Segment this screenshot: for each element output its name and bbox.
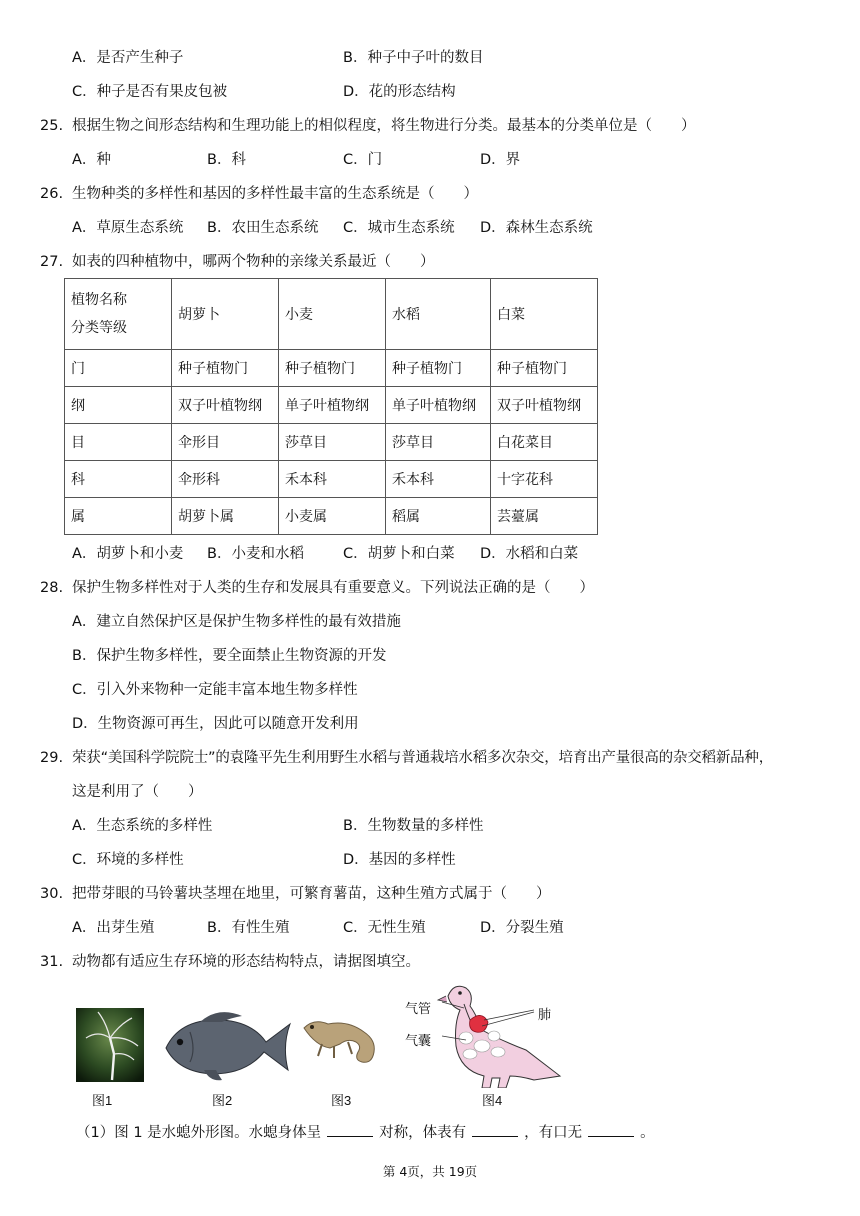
- q30-number: 30.: [40, 886, 64, 902]
- table-cell: 伞形科: [172, 461, 279, 498]
- q29-option-b: B．生物数量的多样性: [343, 818, 484, 834]
- table-column-header: 小麦: [279, 279, 386, 350]
- table-cell: 莎草目: [386, 424, 491, 461]
- q29-stem-line1: 荣获“美国科学院院士”的袁隆平先生利用野生水稻与普通栽培水稻多次杂交，培育出产量很高的杂交稻新品种，: [72, 750, 774, 766]
- table-cell: 禾本科: [386, 461, 491, 498]
- page-footer: 第 4页，共 19页: [382, 1164, 478, 1179]
- table-row: [65, 498, 598, 535]
- table-column-header: 白菜: [491, 279, 598, 350]
- figure-4-label: 图4: [482, 1093, 503, 1108]
- q30-option-b: B．有性生殖: [207, 920, 290, 936]
- q24-option-b: B．种子中子叶的数目: [343, 50, 484, 66]
- q31-number: 31.: [40, 954, 64, 970]
- answer-blank-mouth[interactable]: [588, 1122, 634, 1137]
- label-trachea: 气管: [405, 1001, 432, 1016]
- q26-option-b: B．农田生态系统: [207, 220, 319, 236]
- table-row: [65, 424, 598, 461]
- answer-blank-body-surface[interactable]: [472, 1122, 518, 1137]
- table-cell: 种子植物门: [386, 350, 491, 387]
- table-cell: 禾本科: [279, 461, 386, 498]
- corner-bottom-label: 分类等级: [71, 320, 127, 336]
- table-cell: 胡萝卜属: [172, 498, 279, 535]
- q29-stem-line2: 这是利用了（ ）: [72, 784, 203, 800]
- q25-number: 25.: [40, 118, 64, 134]
- q30-stem: 把带芽眼的马铃薯块茎埋在地里，可繁育薯苗，这种生殖方式属于（ ）: [72, 886, 551, 902]
- q27-stem: 如表的四种植物中，哪两个物种的亲缘关系最近（ ）: [72, 254, 435, 270]
- table-cell: 小麦属: [279, 498, 386, 535]
- q28-stem: 保护生物多样性对于人类的生存和发展具有重要意义。下列说法正确的是（ ）: [72, 580, 594, 596]
- table-header-row: [65, 279, 598, 350]
- corner-top-label: 植物名称: [71, 292, 127, 308]
- table-cell: 种子植物门: [279, 350, 386, 387]
- q29-number: 29.: [40, 750, 64, 766]
- q29-option-c: C．环境的多样性: [72, 852, 184, 868]
- q25-option-c: C．门: [343, 152, 383, 168]
- table-cell: 稻属: [386, 498, 491, 535]
- q24-option-d: D．花的形态结构: [343, 84, 456, 100]
- q27-option-a: A．胡萝卜和小麦: [72, 546, 184, 562]
- table-cell: 双子叶植物纲: [491, 387, 598, 424]
- table-rank-cell: 目: [65, 424, 172, 461]
- q24-option-c: C．种子是否有果皮包被: [72, 84, 228, 100]
- classification-table: [64, 278, 598, 535]
- table-cell: 白花菜目: [491, 424, 598, 461]
- q26-number: 26.: [40, 186, 64, 202]
- q28-option-d: D．生物资源可再生，因此可以随意开发利用: [72, 716, 359, 732]
- table-rank-cell: 属: [65, 498, 172, 535]
- label-airsac: 气囊: [405, 1033, 432, 1048]
- q27-number: 27.: [40, 254, 64, 270]
- q28-option-a: A．建立自然保护区是保护生物多样性的最有效措施: [72, 614, 401, 630]
- q31-sub1-part-a: （1）图 1 是水螅外形图。水螅身体呈: [76, 1125, 322, 1141]
- label-lung: 肺: [538, 1007, 552, 1022]
- q31-sub1-part-d: 。: [640, 1125, 655, 1141]
- q29-option-a: A．生态系统的多样性: [72, 818, 213, 834]
- q27-option-d: D．水稻和白菜: [480, 546, 579, 562]
- q31-sub1-part-c: ，有口无: [524, 1125, 583, 1141]
- table-cell: 芸薹属: [491, 498, 598, 535]
- q31-sub1: [76, 1122, 655, 1143]
- q26-option-d: D．森林生态系统: [480, 220, 593, 236]
- table-cell: 单子叶植物纲: [279, 387, 386, 424]
- table-cell: 单子叶植物纲: [386, 387, 491, 424]
- q31-sub1-part-b: 对称，体表有: [379, 1125, 467, 1141]
- table-column-header: 水稻: [386, 279, 491, 350]
- q26-stem: 生物种类的多样性和基因的多样性最丰富的生态系统是（ ）: [72, 186, 478, 202]
- q26-option-a: A．草原生态系统: [72, 220, 184, 236]
- q27-option-c: C．胡萝卜和白菜: [343, 546, 455, 562]
- table-cell: 种子植物门: [172, 350, 279, 387]
- q29-option-d: D．基因的多样性: [343, 852, 456, 868]
- table-rank-cell: 门: [65, 350, 172, 387]
- answer-blank-symmetry[interactable]: [327, 1122, 373, 1137]
- table-rank-cell: 科: [65, 461, 172, 498]
- figure-2-label: 图2: [212, 1093, 233, 1108]
- table-cell: 双子叶植物纲: [172, 387, 279, 424]
- figure-4-bird-respiratory: [430, 980, 570, 1088]
- table-row: [65, 387, 598, 424]
- table-column-header: 胡萝卜: [172, 279, 279, 350]
- figure-3-label: 图3: [331, 1093, 352, 1108]
- q27-option-b: B．小麦和水稻: [207, 546, 304, 562]
- table-rank-cell: 纲: [65, 387, 172, 424]
- q30-option-a: A．出芽生殖: [72, 920, 155, 936]
- q24-option-a: A．是否产生种子: [72, 50, 184, 66]
- table-cell: 伞形目: [172, 424, 279, 461]
- table-row: [65, 461, 598, 498]
- figure-3-chameleon: [300, 1010, 386, 1074]
- figure-1-label: 图1: [92, 1093, 113, 1108]
- q25-option-a: A．种: [72, 152, 111, 168]
- q25-option-d: D．界: [480, 152, 521, 168]
- table-cell: 种子植物门: [491, 350, 598, 387]
- q25-stem: 根据生物之间形态结构和生理功能上的相似程度，将生物进行分类。最基本的分类单位是（ ）: [72, 118, 696, 134]
- table-cell: 十字花科: [491, 461, 598, 498]
- q28-option-c: C．引入外来物种一定能丰富本地生物多样性: [72, 682, 358, 698]
- figure-1-hydra: [76, 1008, 144, 1082]
- q26-option-c: C．城市生态系统: [343, 220, 455, 236]
- q28-option-b: B．保护生物多样性，要全面禁止生物资源的开发: [72, 648, 387, 664]
- table-row: [65, 350, 598, 387]
- q30-option-c: C．无性生殖: [343, 920, 426, 936]
- table-corner-cell: [65, 279, 172, 350]
- q30-option-d: D．分裂生殖: [480, 920, 564, 936]
- q31-stem: 动物都有适应生存环境的形态结构特点，请据图填空。: [72, 954, 420, 970]
- table-cell: 莎草目: [279, 424, 386, 461]
- figure-2-fish: [160, 1004, 294, 1084]
- q28-number: 28.: [40, 580, 64, 596]
- q25-option-b: B．科: [207, 152, 246, 168]
